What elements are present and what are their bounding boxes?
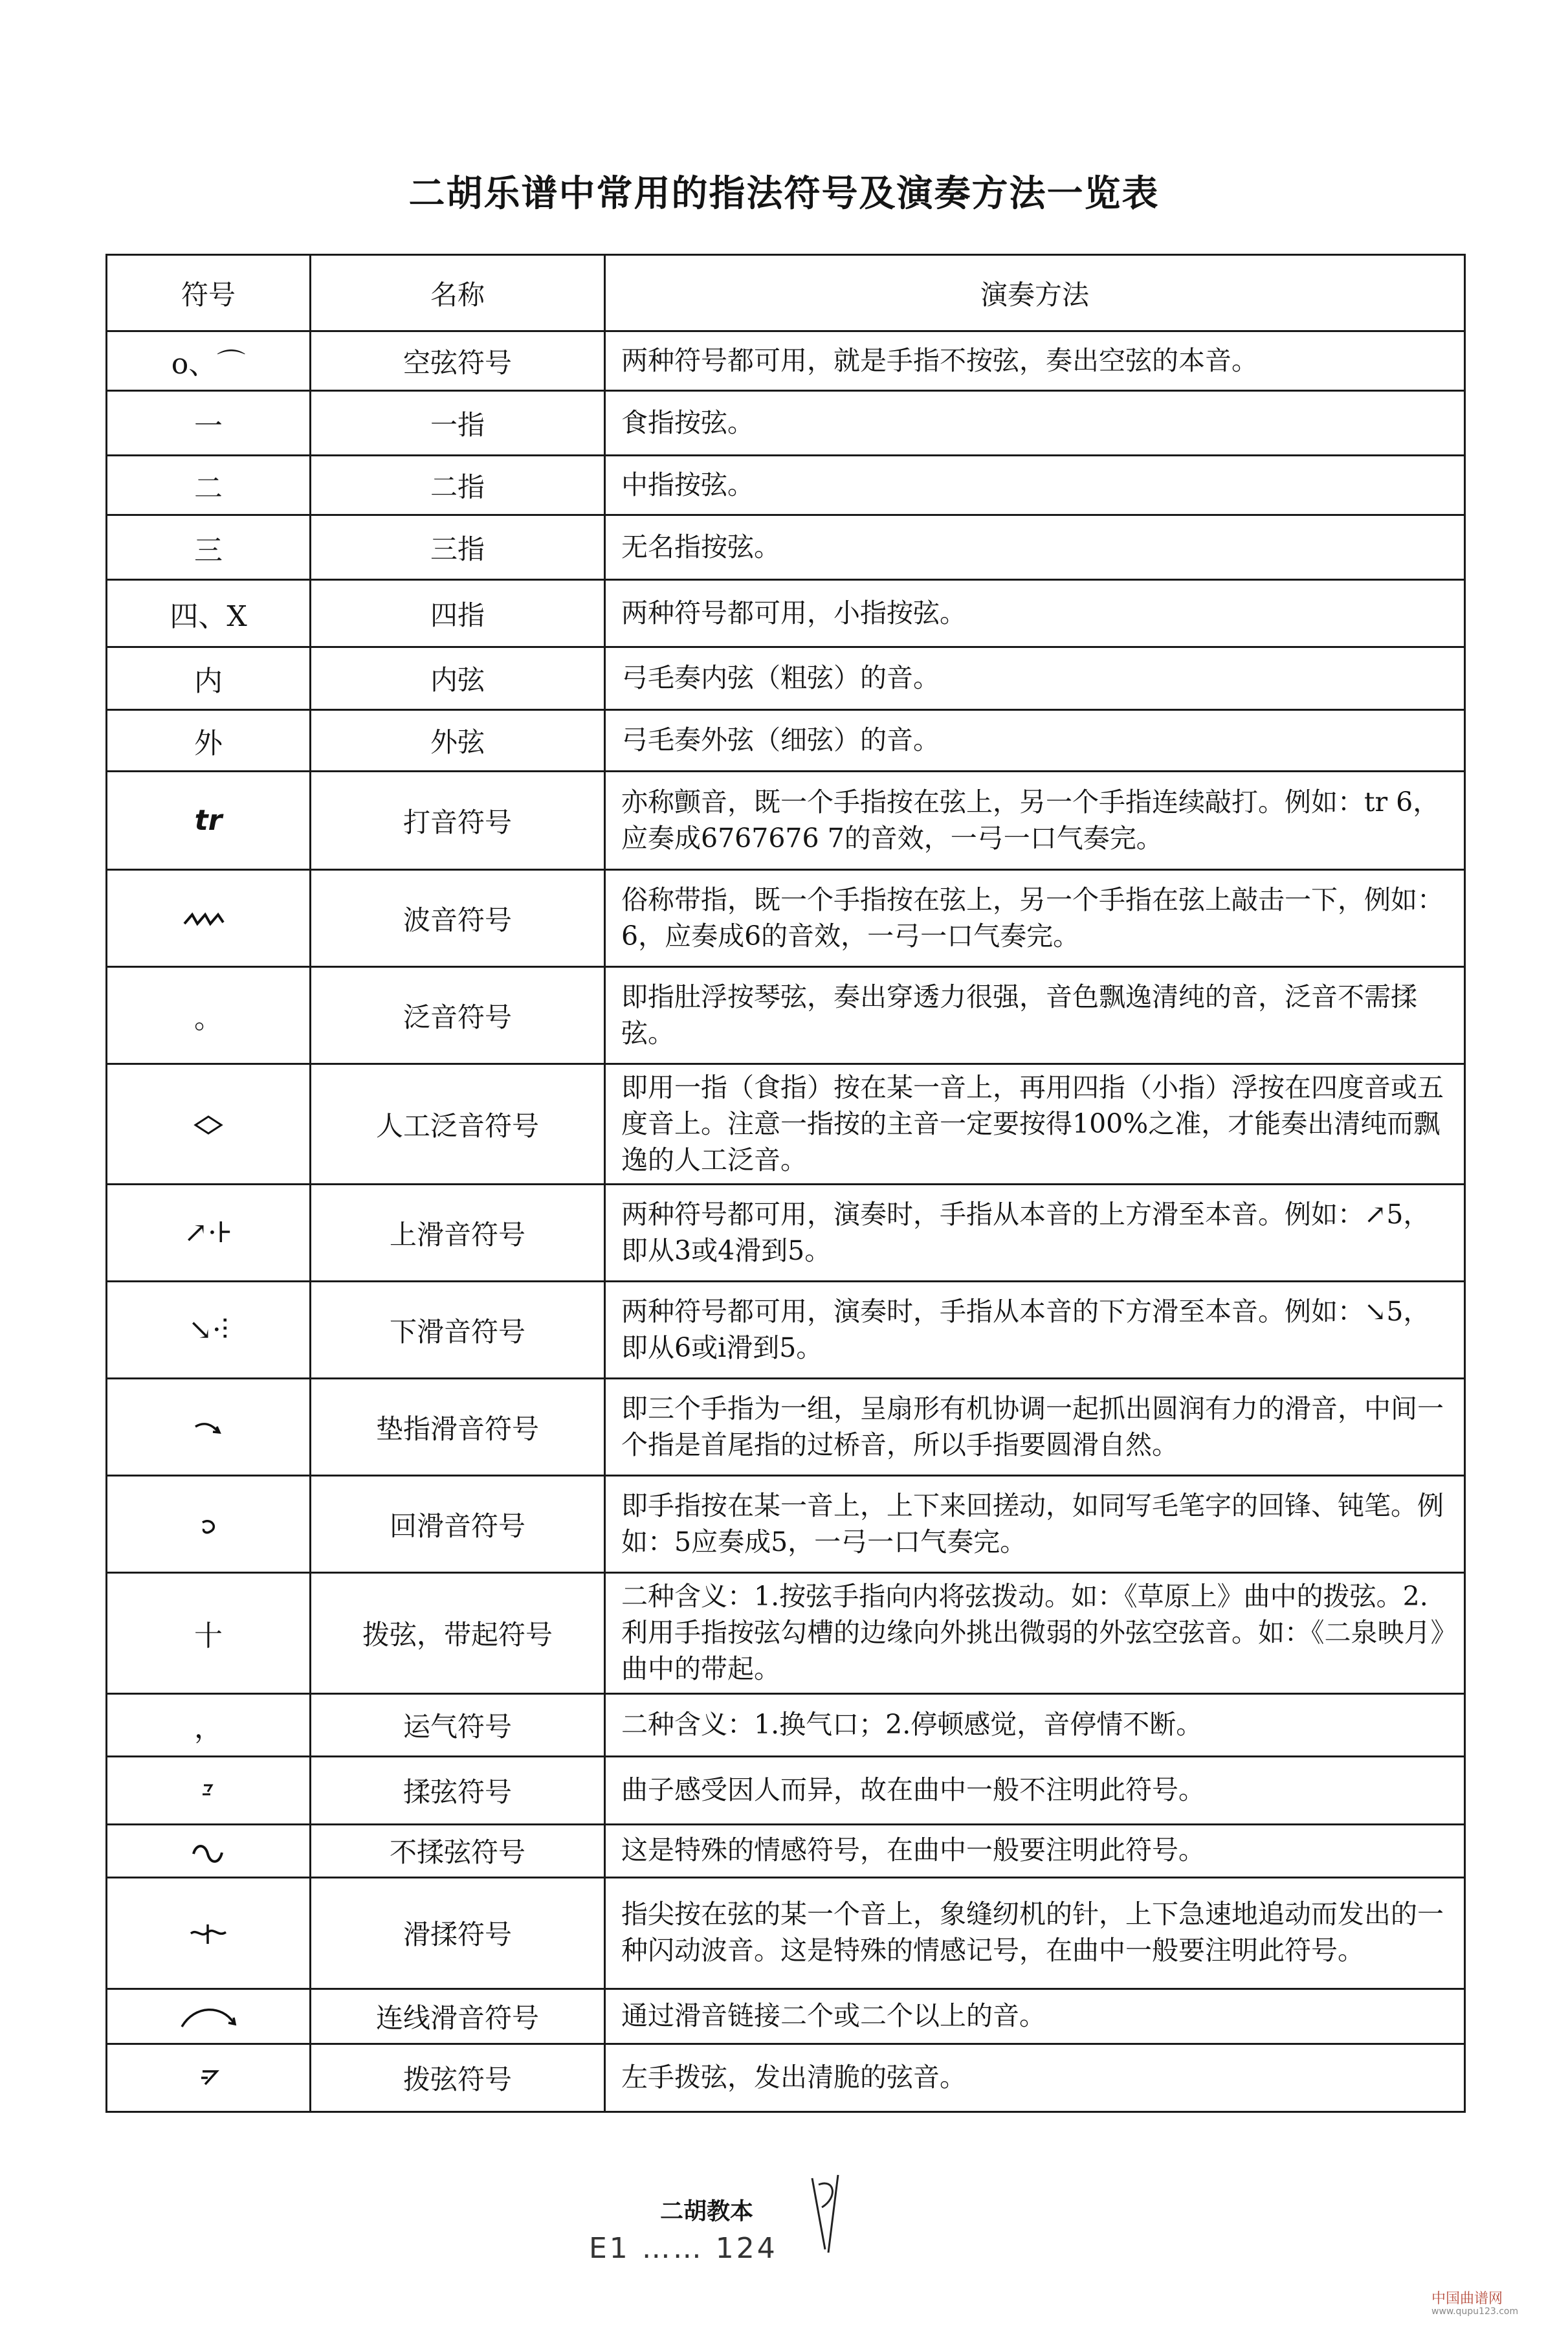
row-symbol-text: ↗·⊦ <box>184 1216 233 1250</box>
row-name: 运气符号 <box>311 1693 605 1756</box>
row-symbol-text: 内 <box>194 665 223 698</box>
row-method: 无名指按弦。 <box>605 515 1465 580</box>
row-symbol-text: ↘·⫶ <box>188 1313 228 1347</box>
row-symbol-text: tr <box>194 804 223 837</box>
row-method: 二种含义：1.换气口；2.停顿感觉，音停情不断。 <box>605 1693 1465 1756</box>
table-row <box>107 772 1465 870</box>
wave-icon <box>179 903 237 935</box>
row-name: 三指 <box>311 515 605 580</box>
row-name: 连线滑音符号 <box>311 1989 605 2044</box>
watermark-name: 中国曲谱网 <box>1431 2291 1503 2307</box>
row-symbol <box>107 647 311 710</box>
header-symbol: 符号 <box>107 255 311 331</box>
row-name: 空弦符号 <box>311 331 605 391</box>
table-row <box>107 647 1465 710</box>
fingering-table <box>105 254 1466 2113</box>
table-row <box>107 580 1465 647</box>
row-name: 四指 <box>311 580 605 647</box>
row-symbol <box>107 1989 311 2044</box>
row-method: 食指按弦。 <box>605 391 1465 456</box>
row-symbol <box>107 1824 311 1877</box>
row-symbol-text: 二 <box>194 471 223 505</box>
table-row <box>107 1573 1465 1693</box>
row-symbol <box>107 2044 311 2112</box>
row-method: 即用一指（食指）按在某一音上，再用四指（小指）浮按在四度音或五度音上。注意一指按的主音一定要按得100%之准，才能奏出清纯而飘逸的人工泛音。 <box>605 1064 1465 1185</box>
vibrato-icon <box>179 1775 237 1807</box>
table-row <box>107 1064 1465 1185</box>
header-method: 演奏方法 <box>605 255 1465 331</box>
table-row <box>107 1379 1465 1476</box>
row-method: 俗称带指，既一个手指按在弦上，另一个手指在弦上敲击一下，例如：6，应奏成6的音效，一弓一口气奏完。 <box>605 870 1465 967</box>
diamond-icon <box>179 1109 237 1141</box>
table-row <box>107 710 1465 772</box>
table-header-row <box>107 255 1465 331</box>
signature-mark <box>799 2172 851 2256</box>
row-method: 通过滑音链接二个或二个以上的音。 <box>605 1989 1465 2044</box>
row-method: 弓毛奏外弦（细弦）的音。 <box>605 710 1465 772</box>
return-slide-icon <box>179 1510 237 1542</box>
table-row <box>107 456 1465 515</box>
row-symbol <box>107 870 311 967</box>
row-symbol-text: 四、X <box>170 599 247 633</box>
table-row <box>107 1877 1465 1989</box>
row-symbol <box>107 580 311 647</box>
row-symbol <box>107 456 311 515</box>
row-method: 这是特殊的情感符号，在曲中一般要注明此符号。 <box>605 1824 1465 1877</box>
row-method: 即指肚浮按琴弦，奏出穿透力很强，音色飘逸清纯的音，泛音不需揉弦。 <box>605 967 1465 1064</box>
row-name: 波音符号 <box>311 870 605 967</box>
pad-slide-icon <box>179 1412 237 1445</box>
row-name: 泛音符号 <box>311 967 605 1064</box>
table-row <box>107 870 1465 967</box>
row-symbol <box>107 1185 311 1282</box>
row-symbol <box>107 1877 311 1989</box>
row-symbol <box>107 391 311 456</box>
row-symbol-text: 十 <box>194 1619 223 1653</box>
row-method: 两种符号都可用，小指按弦。 <box>605 580 1465 647</box>
table-row <box>107 515 1465 580</box>
row-name: 揉弦符号 <box>311 1756 605 1824</box>
table-row <box>107 1185 1465 1282</box>
table-row <box>107 1989 1465 2044</box>
table-row <box>107 1476 1465 1573</box>
row-symbol-text: 一 <box>194 409 223 443</box>
row-symbol-text: o、⌒ <box>171 347 246 381</box>
row-method: 左手拨弦，发出清脆的弦音。 <box>605 2044 1465 2112</box>
watermark <box>1431 2291 1518 2317</box>
row-symbol <box>107 1573 311 1693</box>
slide-vibrato-icon <box>179 1918 237 1950</box>
row-method: 亦称颤音，既一个手指按在弦上，另一个手指连续敲打。例如：tr 6，应奏成6767676 7的音效，一弓一口气奏完。 <box>605 772 1465 870</box>
table-row <box>107 1824 1465 1877</box>
row-symbol-text: 外 <box>194 727 223 760</box>
row-name: 拨弦符号 <box>311 2044 605 2112</box>
header-name: 名称 <box>311 255 605 331</box>
row-symbol-text: ， <box>194 1711 223 1744</box>
table-row <box>107 967 1465 1064</box>
watermark-url: www.qupu123.com <box>1431 2306 1519 2317</box>
row-name: 人工泛音符号 <box>311 1064 605 1185</box>
row-name: 不揉弦符号 <box>311 1824 605 1877</box>
no-vibrato-icon <box>179 1836 237 1868</box>
row-method: 即三个手指为一组，呈扇形有机协调一起抓出圆润有力的滑音，中间一个指是首尾指的过桥音，所以手指要圆滑自然。 <box>605 1379 1465 1476</box>
row-name: 二指 <box>311 456 605 515</box>
row-method: 两种符号都可用，演奏时，手指从本音的上方滑至本音。例如：↗5，即从3或4滑到5。 <box>605 1185 1465 1282</box>
row-name: 内弦 <box>311 647 605 710</box>
table-row <box>107 1282 1465 1379</box>
row-symbol <box>107 967 311 1064</box>
row-symbol <box>107 515 311 580</box>
row-method: 指尖按在弦的某一个音上，象缝纫机的针，上下急速地追动而发出的一种闪动波音。这是特殊的情感记号，在曲中一般要注明此符号。 <box>605 1877 1465 1989</box>
table-row <box>107 1693 1465 1756</box>
row-symbol <box>107 1064 311 1185</box>
table-row <box>107 331 1465 391</box>
pluck-icon <box>179 2062 237 2095</box>
row-method: 中指按弦。 <box>605 456 1465 515</box>
arc-slide-icon <box>179 2001 237 2033</box>
row-name: 一指 <box>311 391 605 456</box>
footer-book-title: 二胡教本 <box>660 2198 754 2225</box>
row-symbol <box>107 1693 311 1756</box>
row-name: 回滑音符号 <box>311 1476 605 1573</box>
table-row <box>107 1756 1465 1824</box>
row-method: 即手指按在某一音上，上下来回搓动，如同写毛笔字的回锋、钝笔。例如：5应奏成5，一弓一口气奏完。 <box>605 1476 1465 1573</box>
row-symbol <box>107 772 311 870</box>
page-title: 二胡乐谱中常用的指法符号及演奏方法一览表 <box>408 172 1160 215</box>
footer-cut-text: E1 …… 124 <box>589 2232 778 2265</box>
row-method: 二种含义：1.按弦手指向内将弦拨动。如：《草原上》曲中的拨弦。2.利用手指按弦勾槽的边缘向外挑出微弱的外弦空弦音。如：《二泉映月》曲中的带起。 <box>605 1573 1465 1693</box>
row-symbol <box>107 1756 311 1824</box>
row-name: 拨弦，带起符号 <box>311 1573 605 1693</box>
row-symbol-text: 。 <box>194 1001 223 1035</box>
row-symbol <box>107 1282 311 1379</box>
row-symbol-text: 三 <box>194 533 223 567</box>
table-row <box>107 2044 1465 2112</box>
row-name: 打音符号 <box>311 772 605 870</box>
row-method: 两种符号都可用，就是手指不按弦，奏出空弦的本音。 <box>605 331 1465 391</box>
row-name: 垫指滑音符号 <box>311 1379 605 1476</box>
row-method: 两种符号都可用，演奏时，手指从本音的下方滑至本音。例如：↘5，即从6或i滑到5。 <box>605 1282 1465 1379</box>
row-symbol <box>107 1476 311 1573</box>
row-method: 弓毛奏内弦（粗弦）的音。 <box>605 647 1465 710</box>
row-method: 曲子感受因人而异，故在曲中一般不注明此符号。 <box>605 1756 1465 1824</box>
row-name: 滑揉符号 <box>311 1877 605 1989</box>
table-row <box>107 391 1465 456</box>
row-name: 上滑音符号 <box>311 1185 605 1282</box>
row-symbol <box>107 331 311 391</box>
row-name: 外弦 <box>311 710 605 772</box>
row-name: 下滑音符号 <box>311 1282 605 1379</box>
row-symbol <box>107 1379 311 1476</box>
row-symbol <box>107 710 311 772</box>
